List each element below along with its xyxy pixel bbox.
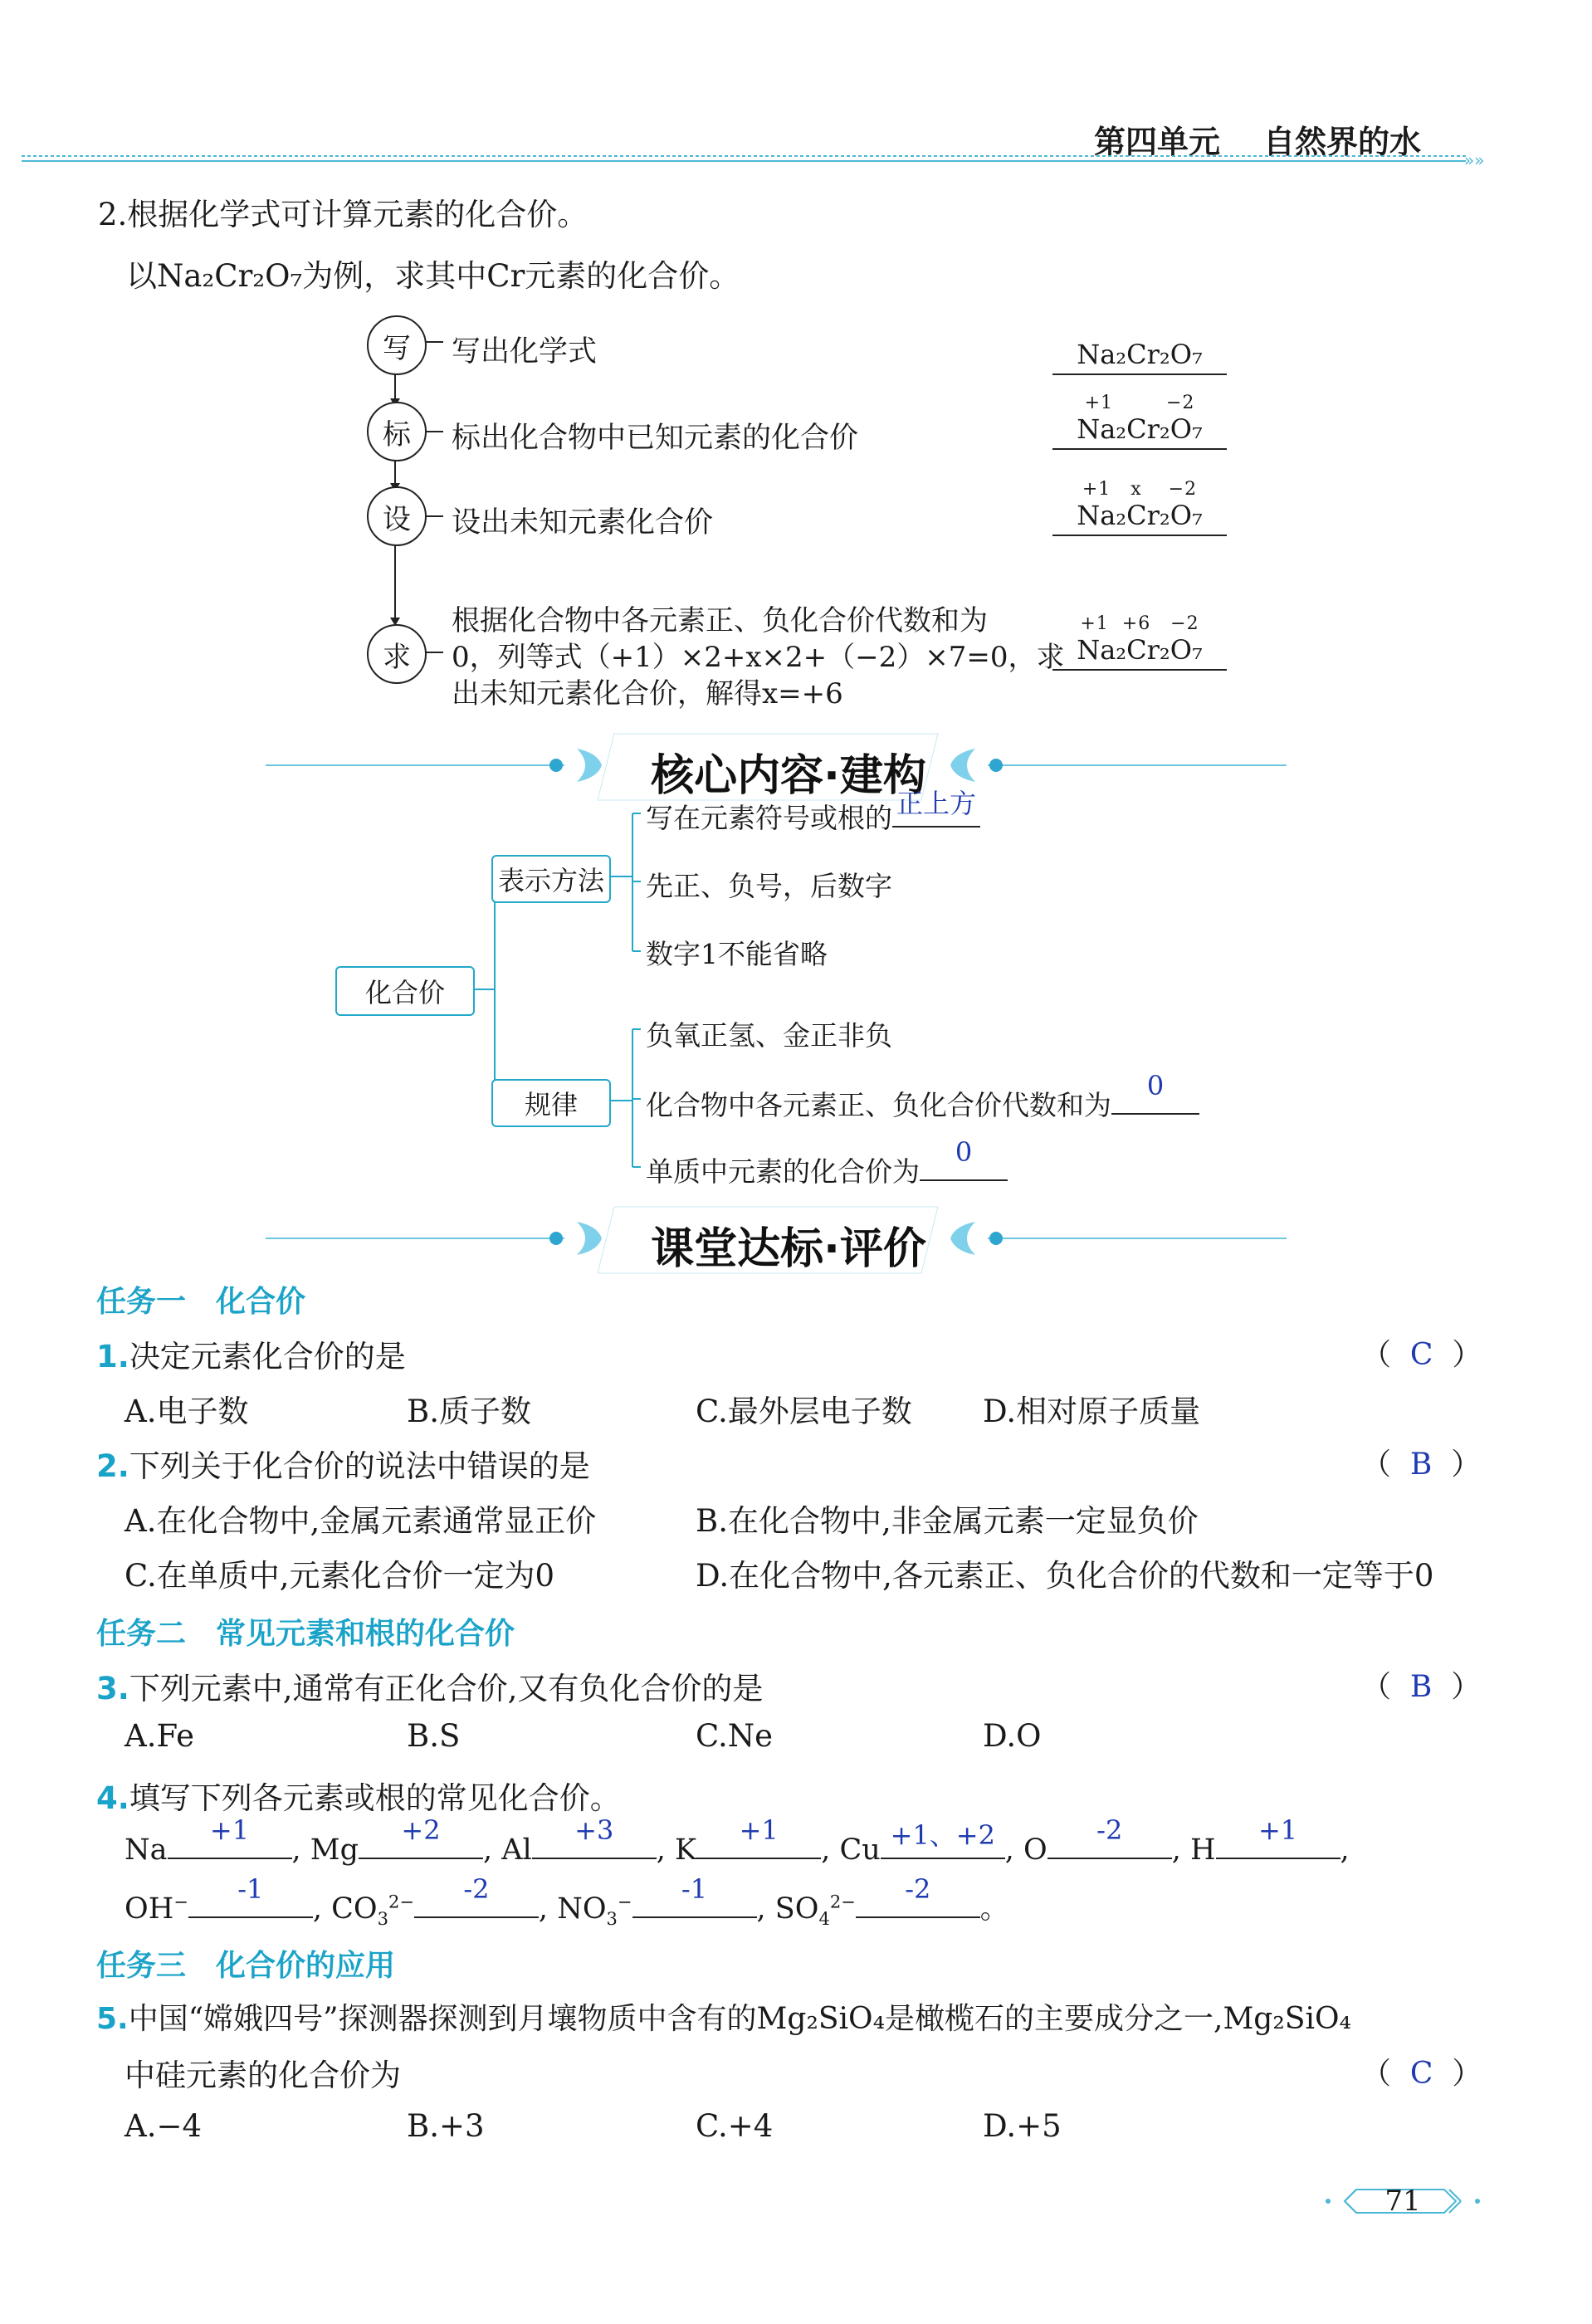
- answer-blank: [892, 788, 980, 828]
- header-rule: [22, 150, 1485, 170]
- answer-blank: +1: [1216, 1829, 1341, 1859]
- answer-text: 0: [1146, 1070, 1165, 1101]
- q1-option-d: D.相对原子质量: [983, 1394, 1201, 1429]
- mindmap-notation-item-2: 先正、负号，后数字: [646, 870, 892, 902]
- banner-class-eval: [266, 1195, 1287, 1278]
- answer-blank: -2: [856, 1888, 980, 1918]
- answer-blank: +1: [696, 1829, 821, 1859]
- q3-option-c: C.Ne: [696, 1718, 774, 1754]
- answer-blank: -1: [632, 1888, 757, 1918]
- q1-option-c: C.最外层电子数: [696, 1394, 912, 1429]
- solve-line-1: 根据化合物中各元素正、负化合价代数和为: [452, 604, 988, 637]
- mindmap-branch-notation: 表示方法: [491, 855, 611, 903]
- solve-line-2: 0，列等式（+1）×2+x×2+（−2）×7=0，求: [452, 641, 1065, 674]
- answer-blank: +3: [532, 1829, 657, 1859]
- step-write-circle: 写: [367, 315, 427, 375]
- q2-option-b: B.在化合物中,非金属元素一定显负价: [696, 1503, 1199, 1539]
- formula-step2: +1 −2 Na₂Cr₂O₇: [1052, 393, 1227, 450]
- q4-row1: Na +1 , Mg +2 , Al +3 , K +1 , Cu +1、+2 , O -2 , H +1 ,: [125, 1814, 1350, 1867]
- answer-blank: +1、+2: [881, 1829, 1005, 1859]
- step-mark-text: 标出化合物中已知元素的化合价: [452, 422, 859, 455]
- formula-step4: +1 +6 −2 Na₂Cr₂O₇: [1052, 614, 1227, 671]
- formula-step3: +1 x −2 Na₂Cr₂O₇: [1052, 480, 1227, 536]
- q1-stem: 1.决定元素化合价的是: [96, 1339, 406, 1374]
- section2-intro: [126, 251, 740, 295]
- q2-option-a: A.在化合物中,金属元素通常显正价: [125, 1503, 597, 1539]
- solve-line-3: 出未知元素化合价，解得x=+6: [452, 677, 843, 710]
- svg-text:»»: »»: [1464, 150, 1485, 170]
- q2-stem: 2.下列关于化合价的说法中错误的是: [96, 1448, 590, 1484]
- q5-stem-line2: 中硅元素的化合价为: [125, 2058, 401, 2093]
- page-header: [0, 0, 1592, 174]
- q1-option-b: B.质子数: [407, 1394, 531, 1429]
- task1-title: 任务一 化合价: [96, 1285, 306, 1319]
- step-set-text: 设出未知元素化合价: [452, 506, 714, 540]
- mindmap-branch-rules: 规律: [491, 1079, 611, 1127]
- intro-formula: Na₂Cr₂O₇: [157, 258, 303, 294]
- q1-answer: （ C ）: [1361, 1338, 1482, 1372]
- q2-answer: （ B ）: [1361, 1448, 1482, 1482]
- answer-blank: [920, 1136, 1008, 1181]
- mindmap-notation-item-1: 写在元素符号或根的 正上方: [646, 797, 980, 836]
- step-mark-circle: 标: [367, 402, 427, 461]
- q2-option-d: D.在化合物中,各元素正、负化合价的代数和一定等于0: [696, 1558, 1434, 1594]
- formula-step1: Na₂Cr₂O₇: [1052, 319, 1227, 375]
- answer-text: 0: [955, 1136, 973, 1168]
- q5-option-c: C.+4: [696, 2108, 774, 2144]
- q5-option-b: B.+3: [407, 2108, 485, 2144]
- mindmap-rule-item-2: 化合物中各元素正、负化合价代数和为 0: [646, 1084, 1199, 1123]
- mindmap-notation-item-3: 数字1不能省略: [646, 938, 828, 970]
- answer-blank: -2: [414, 1888, 539, 1918]
- q2-option-c: C.在单质中,元素化合价一定为0: [125, 1558, 555, 1594]
- intro-prefix: 以: [126, 258, 157, 294]
- mindmap-root: 化合价: [335, 966, 475, 1016]
- q5-option-a: A.−4: [125, 2108, 203, 2144]
- q5-answer: （ C ）: [1361, 2057, 1482, 2091]
- step-write-text: 写出化学式: [452, 335, 598, 369]
- answer-text: 正上方: [896, 788, 976, 819]
- q3-stem: 3.下列元素中,通常有正化合价,又有负化合价的是: [96, 1671, 764, 1706]
- answer-blank: [1111, 1070, 1199, 1115]
- q3-answer: （ B ）: [1361, 1670, 1482, 1704]
- q1-option-a: A.电子数: [125, 1394, 249, 1429]
- task3-title: 任务三 化合价的应用: [96, 1949, 396, 1983]
- answer-blank: +1: [168, 1829, 292, 1859]
- intro-suffix: 为例，求其中Cr元素的化合价。: [302, 258, 740, 294]
- task2-title: 任务二 常见元素和根的化合价: [96, 1617, 515, 1651]
- q4-row2: OH− -1 , $CO_3^{2-}$ -2 , $NO_3^-$ -1 , $SO_4^{2-}$ -2 。: [125, 1873, 1009, 1929]
- banner-core-title: 核心内容·建构: [651, 751, 926, 801]
- q3-option-a: A.Fe: [125, 1718, 195, 1754]
- q5-stem-line1: 5.中国“嫦娥四号”探测器探测到月壤物质中含有的Mg₂SiO₄是橄榄石的主要成分之一,Mg₂SiO₄: [96, 2002, 1351, 2036]
- answer-blank: -2: [1047, 1829, 1172, 1859]
- answer-blank: +2: [359, 1829, 483, 1859]
- q3-option-b: B.S: [407, 1718, 461, 1754]
- step-solve-circle: 求: [367, 624, 427, 684]
- page-number: 71: [1384, 2185, 1421, 2218]
- banner-class-title: 课堂达标·评价: [651, 1224, 926, 1274]
- section2-heading: 2.根据化学式可计算元素的化合价。: [98, 197, 588, 232]
- unit-label: 第四单元: [1094, 124, 1221, 160]
- step-set-circle: 设: [367, 486, 427, 546]
- q4-stem: 4.填写下列各元素或根的常见化合价。: [96, 1780, 621, 1816]
- answer-blank: -1: [188, 1888, 313, 1918]
- mindmap-rule-item-3: 单质中元素的化合价为 0: [646, 1150, 1008, 1189]
- unit-title: 自然界的水: [1263, 124, 1422, 160]
- mindmap-rule-item-1: 负氧正氢、金正非负: [646, 1019, 892, 1052]
- q3-option-d: D.O: [983, 1718, 1042, 1754]
- step-solve-text: [452, 603, 1065, 712]
- q5-option-d: D.+5: [983, 2108, 1062, 2144]
